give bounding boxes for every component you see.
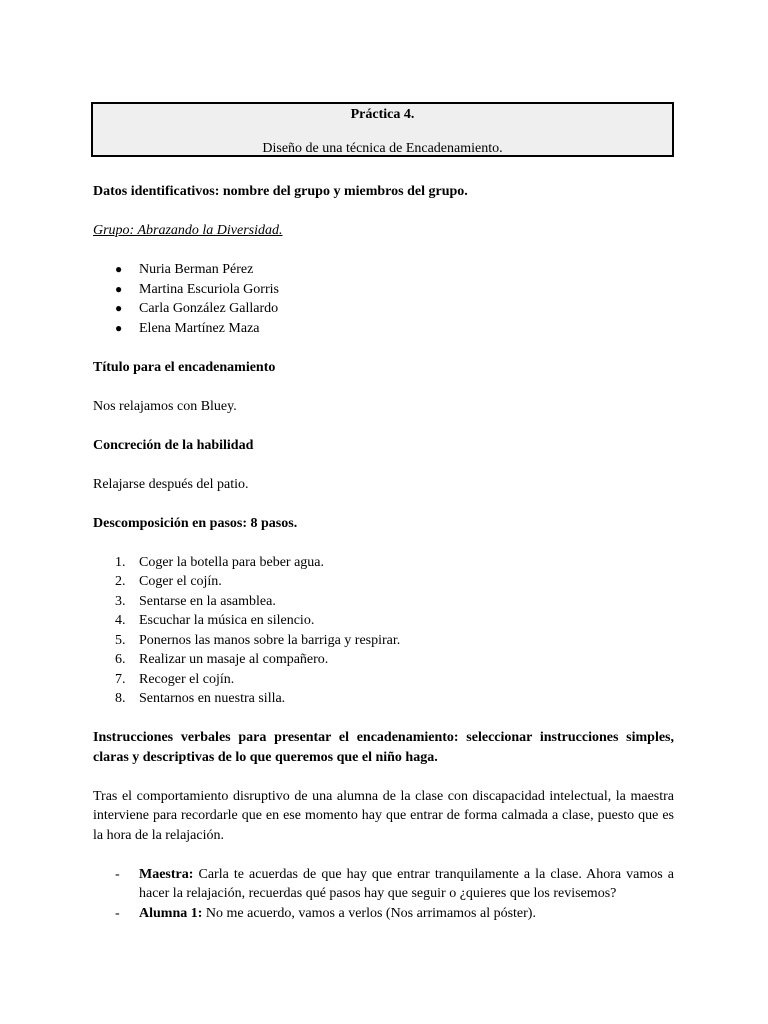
list-item (93, 865, 674, 904)
member-list (93, 260, 674, 338)
instrucciones-paragraph: Tras el comportamiento disruptivo de una alumna de la clase con discapacidad intelectual, la maestra interviene para recordarle que en ese momento hay que entrar de forma calmada a clase, puesto que es la hora de la relajación. (93, 788, 674, 843)
list-item (93, 689, 674, 709)
datos-heading: Datos identificativos: nombre del grupo y miembros del grupo. (93, 184, 468, 199)
step-text: Ponernos las manos sobre la barriga y respirar. (139, 632, 401, 648)
titulo-text: Nos relajamos con Bluey. (93, 398, 237, 414)
dialog-list (93, 865, 674, 924)
step-text: Recoger el cojín. (139, 671, 235, 687)
practice-title: Práctica 4. (350, 107, 415, 122)
list-item (93, 650, 674, 670)
list-item (93, 299, 674, 319)
instrucciones-heading: Instrucciones verbales para presentar el encadenamiento: seleccionar instrucciones simples, claras y descriptivas de lo que queremos que el niño haga. (93, 730, 674, 765)
step-text: Coger el cojín. (139, 574, 222, 589)
list-item (93, 319, 674, 339)
bullet-icon: ● (115, 281, 123, 296)
dash-marker: - (115, 905, 120, 921)
step-number: 8. (115, 691, 126, 706)
pasos-heading: Descomposición en pasos: 8 pasos. (93, 515, 298, 531)
step-text: Sentarse en la asamblea. (139, 593, 276, 609)
list-item (93, 670, 674, 690)
list-item (93, 260, 674, 280)
step-number: 2. (115, 574, 126, 589)
concrecion-text: Relajarse después del patio. (93, 476, 249, 492)
list-item (93, 572, 674, 592)
list-item (93, 611, 674, 631)
step-number: 4. (115, 613, 126, 628)
practice-subtitle: Diseño de una técnica de Encadenamiento. (262, 141, 503, 156)
list-item (93, 592, 674, 612)
steps-list (93, 553, 674, 709)
member-name: Martina Escuriola Gorris (139, 281, 279, 297)
step-text: Coger la botella para beber agua. (139, 554, 325, 570)
step-number: 1. (115, 554, 126, 570)
dialog-text: Carla te acuerdas de que hay que entrar tranquilamente a la clase. Ahora vamos a hacer la relajación, recuerdas qué pasos hay que seguir o ¿quieres que los revisemos? (139, 866, 674, 901)
title-box (91, 102, 674, 157)
step-text: Sentarnos en nuestra silla. (139, 691, 286, 706)
member-name: Carla González Gallardo (139, 301, 279, 316)
bullet-icon: ● (115, 301, 123, 315)
step-text: Escuchar la música en silencio. (139, 613, 315, 628)
concrecion-heading: Concreción de la habilidad (93, 437, 254, 453)
list-item (93, 553, 674, 573)
step-number: 7. (115, 671, 126, 687)
step-number: 6. (115, 652, 126, 667)
bullet-icon: ● (115, 320, 123, 335)
member-name: Elena Martínez Maza (139, 320, 260, 336)
dash-marker: - (115, 866, 120, 882)
member-name: Nuria Berman Pérez (139, 262, 254, 277)
list-item (93, 631, 674, 651)
list-item (93, 904, 674, 924)
step-number: 5. (115, 632, 126, 648)
step-number: 3. (115, 593, 126, 609)
titulo-heading: Título para el encadenamiento (93, 359, 276, 375)
list-item (93, 280, 674, 300)
bullet-icon: ● (115, 262, 123, 276)
speaker-name: Alumna 1: (139, 905, 203, 921)
group-label: Grupo: Abrazando la Diversidad. (93, 223, 283, 238)
speaker-name: Maestra: (139, 866, 194, 882)
document-content (93, 182, 674, 923)
step-text: Realizar un masaje al compañero. (139, 652, 329, 667)
dialog-text: No me acuerdo, vamos a verlos (Nos arrimamos al póster). (202, 905, 536, 921)
